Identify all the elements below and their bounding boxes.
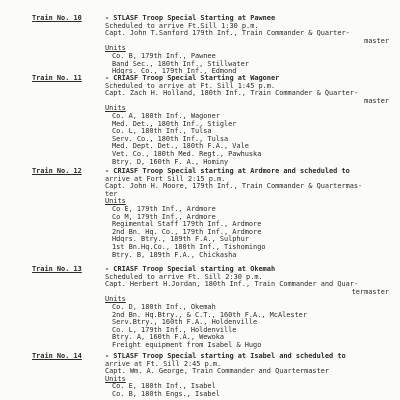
- units-heading: Units: [105, 374, 126, 383]
- document-line: Serv. Co., 180th Inf., Tulsa: [112, 134, 229, 143]
- document-line: Co M, 179th Inf., Ardmore: [112, 212, 216, 221]
- train-number-label: Train No. 13: [32, 265, 82, 273]
- train-number-label: Train No. 10: [32, 14, 82, 22]
- document-line: ter: [105, 189, 118, 198]
- document-line: Btry. B, 189th F.A., Chickasha: [112, 250, 237, 259]
- train-heading-line: - CRIASF Troop Special starting at Ardmore and scheduled to: [105, 167, 350, 175]
- document-line: Hdqrs. Co., 179th Inf., Edmond: [112, 67, 237, 76]
- document-line: Co. A, 180th Inf., Wagoner: [112, 111, 220, 120]
- document-line: Band Sec., 180th Inf., Stillwater: [112, 59, 249, 68]
- train-details: [105, 75, 395, 166]
- document-line: Co. B, 180th Engs., Isabel: [112, 389, 220, 398]
- units-heading: Units: [105, 295, 126, 304]
- document-line: Scheduled to arrive Ft.Sill 1:30 p.m.: [105, 21, 259, 30]
- train-details: [105, 266, 395, 350]
- train-heading-line: - CRIASF Troop Special Starting at Wagoner: [105, 74, 280, 82]
- train-heading-line: - STLASF Troop Special starting at Isabel and scheduled to: [105, 352, 346, 360]
- train-details: [105, 353, 395, 399]
- train-details: [105, 168, 395, 259]
- document-line: Med. Det., 180th Inf., Stigler: [112, 119, 237, 128]
- document-line: Capt. Wm. A. George, Train Commander and Quartermaster: [105, 367, 330, 376]
- document-line: Capt. John T.Sanford 179th Inf., Train Commander & Quarter-: [105, 29, 350, 38]
- train-heading-line: - STLASF Troop Special Starting at Pawnee: [105, 14, 276, 22]
- document-line: Freight equipment from Isabel & Hugo: [112, 340, 262, 349]
- document-line: Hdqrs. Btry., 189th F.A., Sulphur: [112, 235, 249, 244]
- document-line: 1st Bn.Hq.Co., 180th Inf., Tishomingo: [112, 242, 266, 251]
- document-line: arrive at Fort Sill 2:15 p.m.: [105, 174, 226, 183]
- document-line: Btry. A, 160th F.A., Wewoka: [112, 333, 225, 342]
- document-line: Co. D, 180th Inf., Okemah: [112, 302, 216, 311]
- document-line: Capt. Herbert H.Jordan, 180th Inf., Train Commander and Quar-: [105, 280, 359, 289]
- document-line: 2nd Bn. Hq. Co., 179th Inf., Ardmore: [112, 227, 262, 236]
- train-number-label: Train No. 12: [32, 167, 82, 175]
- train-details: [105, 15, 395, 76]
- train-number-label: Train No. 11: [32, 74, 82, 82]
- document-line: 2nd Bn. Hq.Btry., & C.T., 160th F.A., McAlester: [112, 310, 307, 319]
- document-line: Capt. Zach H. Holland, 180th Inf., Train Commander & Quarter-: [105, 89, 359, 98]
- document-line: Scheduled to arrive Ft. Sill 2:30 p.m.: [105, 272, 263, 281]
- document-line: Vet. Co., 180th Med. Regt., Pawhuska: [112, 149, 262, 158]
- document-line: Co E, 179th Inf., Ardmore: [112, 204, 216, 213]
- document-line: Co. L, 179th Inf., Holdenville: [112, 325, 237, 334]
- document-line: Btry. D, 160th F. A., Hominy: [112, 157, 229, 166]
- units-heading: Units: [105, 44, 126, 53]
- document-line: Capt. John H. Moore, 179th Inf., Train Commander & Quartermas-: [105, 182, 363, 191]
- units-heading: Units: [105, 104, 126, 113]
- document-line: Serv.Btry., 160th F.A., Holdenville: [112, 318, 258, 327]
- document-line: master: [364, 96, 389, 105]
- document-line: arrive at Ft. Sill 2:45 p.m.: [105, 359, 222, 368]
- document-line: Co. B, 179th Inf., Pawnee: [112, 51, 216, 60]
- document-line: master: [364, 36, 389, 45]
- units-heading: Units: [105, 197, 126, 206]
- document-line: termaster: [351, 287, 389, 296]
- document-line: Co. L, 180th Inf., Tulsa: [112, 127, 212, 136]
- train-heading-line: - CRIASF Troop Special starting at Okemah: [105, 265, 276, 273]
- document-line: Scheduled to arrive at Ft. Sill 1:45 p.m.: [105, 81, 276, 90]
- document-line: Med. Dept. Det., 180th F.A., Vale: [112, 142, 249, 151]
- document-line: Regimental Staff 179th Inf., Ardmore: [112, 220, 262, 229]
- document-line: Co. E, 180th Inf., Isabel: [112, 382, 216, 391]
- train-number-label: Train No. 14: [32, 352, 82, 360]
